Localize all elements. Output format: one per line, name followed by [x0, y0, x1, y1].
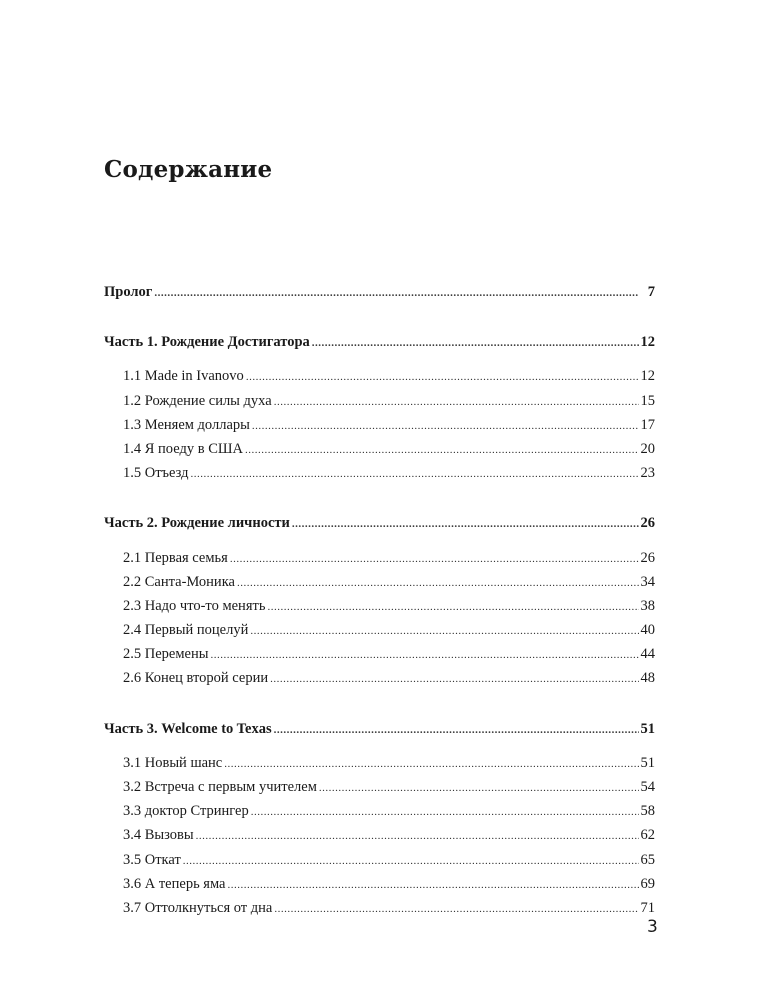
toc-item[interactable] [104, 670, 655, 694]
dot-leader [319, 782, 639, 794]
dot-leader [154, 287, 639, 299]
toc-item[interactable] [104, 622, 655, 646]
toc-entry-label: 3.4 Вызовы [123, 827, 194, 844]
toc-entry-page: 26 [640, 549, 655, 566]
toc-entry-page: 7 [647, 284, 655, 300]
dot-leader [252, 420, 639, 432]
toc-item[interactable] [104, 755, 655, 779]
toc-entry-label: 3.1 Новый шанс [123, 754, 223, 771]
toc-entry-label: 3.5 Откат [123, 851, 181, 868]
toc-entry-page: 51 [640, 754, 655, 771]
toc-item[interactable] [104, 574, 655, 598]
toc-item[interactable] [104, 441, 655, 465]
toc-entry-page: 17 [640, 416, 655, 433]
dot-leader [196, 830, 639, 842]
toc-part-2[interactable] [104, 515, 655, 539]
toc-entry-label: 2.2 Санта-Моника [123, 573, 235, 590]
toc-item[interactable] [104, 417, 655, 441]
dot-leader [267, 601, 638, 613]
dot-leader [227, 879, 638, 891]
toc-entry-page: 15 [640, 392, 655, 409]
toc-entry-page: 65 [640, 851, 655, 868]
toc-entry-label: 2.4 Первый поцелуй [123, 622, 249, 639]
toc-entry-label: 3.6 А теперь яма [123, 875, 226, 892]
toc-entry-label: Часть 3. Welcome to Texas [104, 720, 272, 737]
toc-entry-label: 2.3 Надо что-то менять [123, 597, 266, 614]
toc-entry-label: 1.4 Я поеду в США [123, 440, 243, 457]
toc-item[interactable] [104, 646, 655, 670]
toc-item[interactable] [104, 465, 655, 489]
toc-item[interactable] [104, 393, 655, 417]
toc-entry-label: 3.3 доктор Стрингер [123, 803, 249, 820]
toc-entry-page: 38 [640, 597, 655, 614]
toc-entry-page: 71 [640, 899, 655, 916]
toc-item[interactable] [104, 827, 655, 851]
dot-leader [246, 371, 639, 383]
toc-entry-page: 48 [640, 670, 655, 687]
dot-leader [183, 855, 639, 867]
page-number: 3 [647, 917, 658, 937]
toc-entry-page: 26 [640, 515, 655, 532]
toc-part-1[interactable] [104, 334, 655, 358]
toc-entry-label: 2.5 Перемены [123, 646, 209, 663]
dot-leader [312, 337, 639, 349]
page-title: Содержание [104, 156, 273, 183]
dot-leader [250, 625, 638, 637]
toc-entry-page: 44 [640, 646, 655, 663]
table-of-contents [104, 284, 655, 924]
dot-leader [274, 724, 639, 736]
dot-leader [245, 444, 639, 456]
toc-entry-page: 20 [640, 440, 655, 457]
toc-entry-page: 34 [640, 573, 655, 590]
toc-entry-page: 23 [640, 465, 655, 482]
toc-entry-label: 2.1 Первая семья [123, 549, 228, 566]
dot-leader [270, 673, 638, 685]
toc-entry-page: 54 [640, 779, 655, 795]
toc-item[interactable] [104, 779, 655, 803]
toc-entry-label: 1.1 Made in Ivanovo [123, 368, 244, 385]
toc-entry-label: 2.6 Конец второй серии [123, 670, 269, 687]
toc-entry-label: 3.2 Встреча с первым учителем [123, 779, 317, 795]
dot-leader [230, 553, 639, 565]
toc-item[interactable] [104, 852, 655, 876]
toc-item[interactable] [104, 550, 655, 574]
toc-entry-label: 1.2 Рождение силы духа [123, 392, 272, 409]
toc-entry-label: 3.7 Оттолкнуться от дна [123, 899, 273, 916]
toc-entry-page: 12 [640, 368, 655, 385]
dot-leader [210, 649, 638, 661]
toc-entry-page: 12 [640, 334, 655, 351]
toc-entry-label: Часть 2. Рождение личности [104, 515, 290, 532]
toc-item[interactable] [104, 876, 655, 900]
dot-leader [251, 806, 639, 818]
toc-item[interactable] [104, 598, 655, 622]
toc-item[interactable] [104, 368, 655, 392]
toc-entry-prolog[interactable] [104, 284, 655, 308]
toc-part-3[interactable] [104, 721, 655, 745]
toc-entry-label: Пролог [104, 284, 153, 300]
toc-entry-page: 69 [640, 875, 655, 892]
toc-entry-label: 1.5 Отъезд [123, 465, 189, 482]
dot-leader [191, 468, 639, 480]
dot-leader [224, 758, 638, 770]
dot-leader [274, 903, 638, 915]
dot-leader [237, 577, 639, 589]
toc-entry-label: 1.3 Меняем доллары [123, 416, 250, 433]
toc-entry-page: 51 [640, 720, 655, 737]
toc-entry-page: 62 [640, 827, 655, 844]
toc-entry-page: 40 [640, 622, 655, 639]
dot-leader [292, 518, 639, 530]
toc-item[interactable] [104, 900, 655, 924]
toc-entry-label: Часть 1. Рождение Достигатора [104, 334, 310, 351]
toc-item[interactable] [104, 803, 655, 827]
dot-leader [274, 396, 639, 408]
toc-entry-page: 58 [640, 803, 655, 820]
